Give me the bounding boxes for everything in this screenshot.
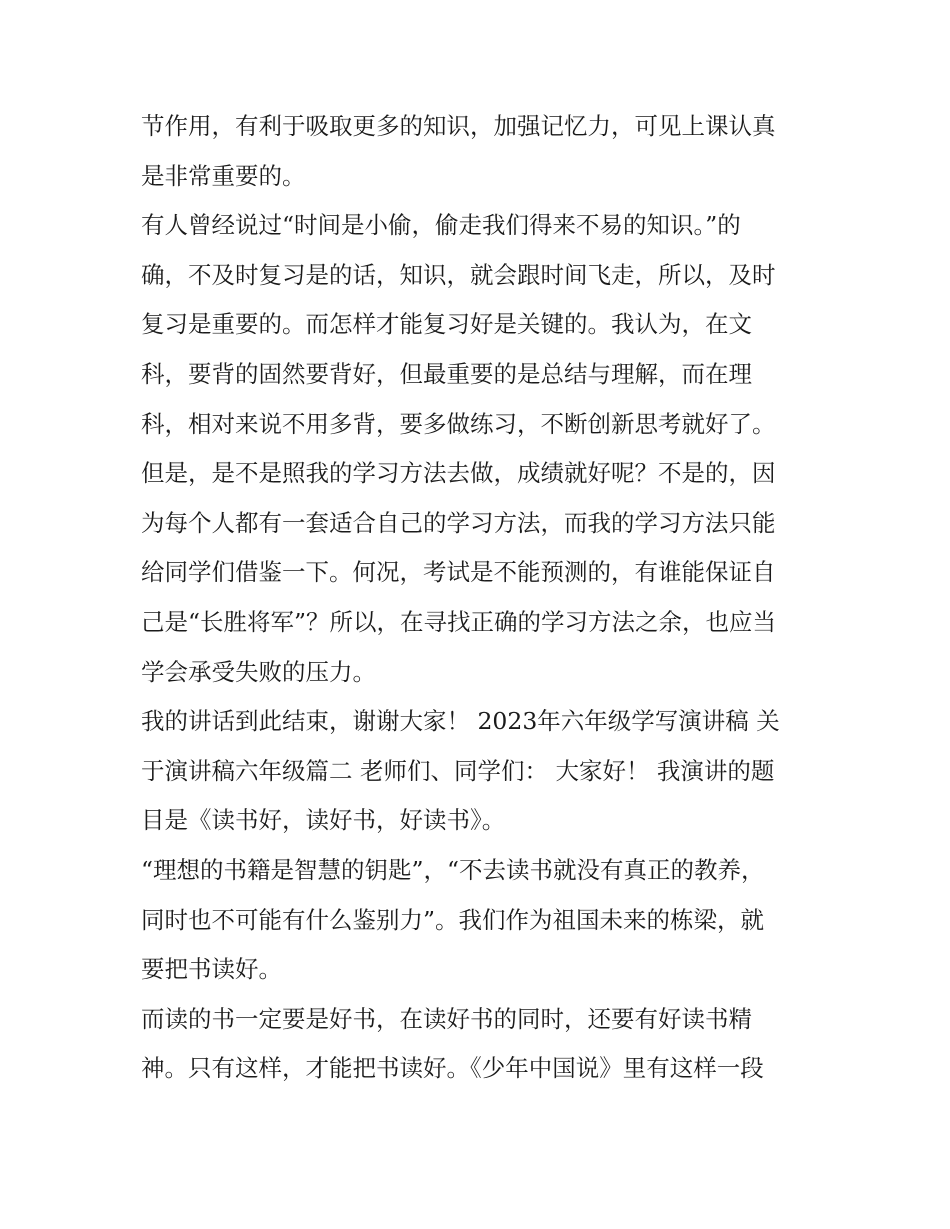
text-line: 同时也不可能有什么鉴别力”。我们作为祖国未来的栋梁，就: [141, 905, 765, 934]
text-line: 复习是重要的。而怎样才能复习好是关键的。我认为，在文: [141, 310, 752, 339]
text-line: 学会承受失败的压力。: [141, 657, 376, 686]
text-line: 己是“长胜将军”？所以，在寻找正确的学习方法之余，也应当: [141, 607, 777, 636]
text-line: 神。只有这样，才能把书读好。《少年中国说》里有这样一段: [141, 1054, 764, 1083]
text-line: 但是，是不是照我的学习方法去做，成绩就好呢？不是的，因: [141, 459, 776, 488]
text-line: 节作用，有利于吸取更多的知识，加强记忆力，可见上课认真: [141, 112, 776, 140]
text-line: 给同学们借鉴一下。何况，考试是不能预测的，有谁能保证自: [141, 558, 776, 587]
text-line: 为每个人都有一套适合自己的学习方法，而我的学习方法只能: [141, 508, 776, 537]
text-line: 科，相对来说不用多背，要多做练习，不断创新思考就好了。: [141, 409, 776, 438]
text-line: 确，不及时复习是的话，知识，就会跟时间飞走，所以，及时: [141, 260, 776, 289]
text-line: 科，要背的固然要背好，但最重要的是总结与理解，而在理: [141, 359, 752, 388]
body-text: [141, 102, 821, 1094]
text-line: 目是《读书好，读好书，好读书》。: [141, 806, 506, 835]
text-line: 而读的书一定要是好书，在读好书的同时，还要有好读书精: [141, 1004, 752, 1033]
text-line: 于演讲稿六年级篇二 老师们、同学们： 大家好！ 我演讲的题: [141, 756, 775, 785]
text-line: 我的讲话到此结束，谢谢大家！ 2023年六年级学写演讲稿 关: [141, 707, 780, 736]
text-line: 是非常重要的。: [141, 161, 306, 190]
text-line: 有人曾经说过“时间是小偷，偷走我们得来不易的知识。”的: [141, 211, 741, 240]
text-line: 要把书读好。: [141, 955, 282, 984]
text-line: “理想的书籍是智慧的钥匙”，“不去读书就没有真正的教养，: [141, 855, 765, 884]
